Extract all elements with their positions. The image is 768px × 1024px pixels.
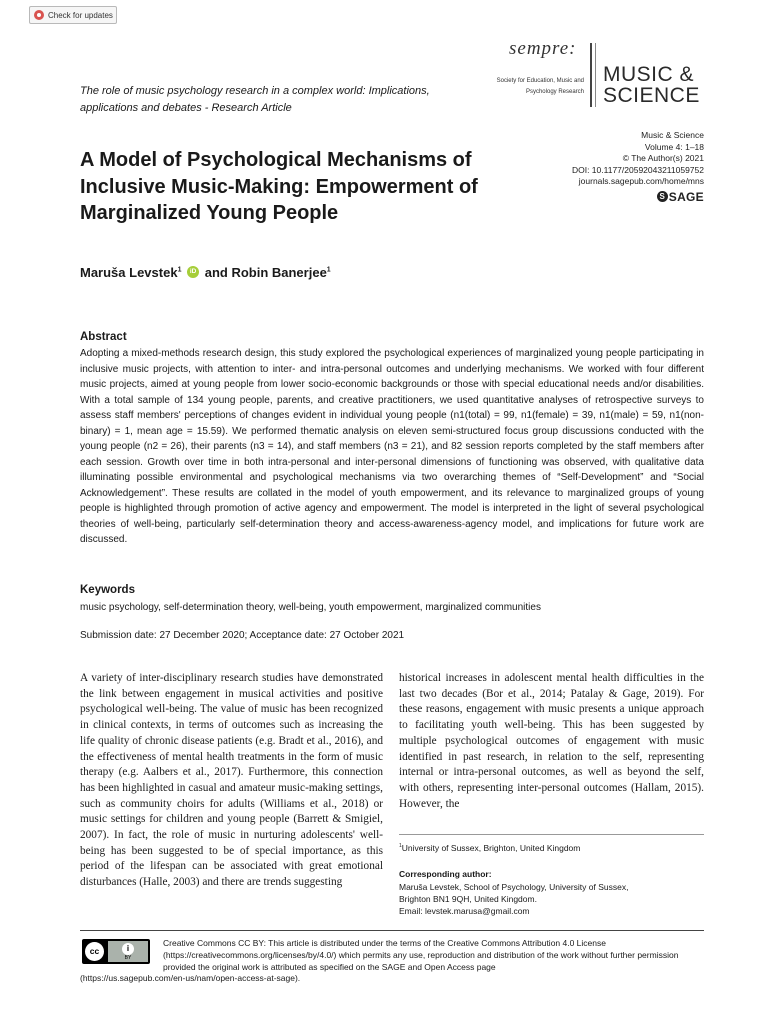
sage-logo bbox=[628, 190, 704, 204]
journal-name: Music & Science bbox=[641, 130, 704, 140]
cc-icon: cc bbox=[85, 942, 104, 961]
journal-url[interactable]: journals.sagepub.com/home/mns bbox=[578, 176, 704, 186]
sempre-logo: sempre: bbox=[509, 38, 577, 59]
submission-dates: Submission date: 27 December 2020; Acceptance date: 27 October 2021 bbox=[80, 630, 405, 641]
sage-icon: S bbox=[657, 191, 668, 202]
journal-logo-line2: SCIENCE bbox=[603, 84, 700, 107]
logo-divider bbox=[590, 43, 592, 107]
license-divider bbox=[80, 930, 704, 931]
corresponding-author bbox=[399, 881, 628, 917]
author-line bbox=[80, 265, 331, 280]
copyright: © The Author(s) 2021 bbox=[622, 153, 704, 163]
corresponding-line2: Brighton BN1 9QH, United Kingdom. bbox=[399, 894, 537, 904]
body-column-right: historical increases in adolescent mental health difficulties in the last two decades (Bor et al., 2014; Patalay & Gage, 2019). For these reasons, engagement with music presents a unique approach to facilitating youth well-being. This has been suggested by multiple psychological outcomes of engagement with music identified in past research, in relation to the self, representing internal or intra-personal outcomes, as well as beyond the self, with others, representing inter-personal outcomes (Hallam, 2015). However, the bbox=[399, 672, 704, 810]
journal-meta bbox=[520, 130, 704, 188]
check-for-updates-button[interactable] bbox=[29, 6, 117, 24]
attribution-icon: i bbox=[122, 943, 134, 955]
license-link[interactable]: (https://us.sagepub.com/en-us/nam/open-access-at-sage). bbox=[80, 973, 301, 983]
author-1: Maruša Levstek bbox=[80, 265, 178, 280]
journal-volume: Volume 4: 1–18 bbox=[644, 141, 704, 152]
affiliation bbox=[399, 843, 580, 853]
orcid-icon[interactable]: iD bbox=[187, 266, 199, 278]
abstract-heading: Abstract bbox=[80, 331, 127, 343]
article-title: A Model of Psychological Mechanisms of Inclusive Music-Making: Empowerment of Marginalized Young People bbox=[80, 149, 478, 224]
by-panel bbox=[108, 941, 148, 962]
author-1-affil: 1 bbox=[177, 266, 182, 274]
by-label: BY bbox=[124, 955, 132, 961]
corresponding-line1: Maruša Levstek, School of Psychology, University of Sussex, bbox=[399, 882, 629, 892]
corresponding-author-heading: Corresponding author: bbox=[399, 869, 492, 879]
crossmark-icon bbox=[34, 10, 44, 20]
affiliation-number: 1 bbox=[399, 843, 402, 850]
logo-divider-thin bbox=[595, 43, 596, 107]
sempre-subtitle: Society for Education, Music and Psychology Research bbox=[496, 78, 584, 95]
sage-label: SAGE bbox=[668, 190, 704, 204]
body-column-left: A variety of inter-disciplinary research studies have demonstrated the link between engagement in musical activities and positive psychological well-being. The value of music has been recognized in clinical contexts, in terms of outcomes such as increasing the life quality of chronic disease patients (e.g. Bradt et al., 2016), and the effectiveness of mental health treatments in the form of music therapy (e.g. Aalbers et al., 2017). Furthermore, this connection has been highlighted in casual and amateur music-making settings, such as community choirs for adults (Williams et al., 2018) or music settings for children and young people (Barrett & Smigiel, 2007). In fact, the role of music in nurturing adolescents' well-being has been suggested to be of special importance, as this period of the lifespan can be associated with great emotional disturbances (Halle, 2003) and there are trends suggesting bbox=[80, 672, 383, 889]
abstract-text: Adopting a mixed-methods research design, this study explored the psychological experiences of marginalized young people participating in inclusive music projects, with attention to inter- and intra-personal outcomes and underlying mechanisms. We worked with four different music projects, aimed at young people from lower socio-economic backgrounds or those with special educational needs and/or disabilities. With a total sample of 134 young people, parents, and creative practitioners, we used quantitative analyses of retrospective surveys to assess staff members' perceptions of changes evident in individual young people (n1(total) = 99, n1(female) = 39, n1(male) = 59, n1(non-binary) = 1, mean age = 15.59). We performed thematic analysis on eleven semi-structured focus group discussions conducted with the young people (n2 = 26), their parents (n3 = 14), and staff members (n3 = 21), and 82 session reports completed by the staff members after each session. Growth over time in both intra-personal and inter-personal dimensions of functioning was observed, with qualitative data illuminating possible environmental and psychological mechanisms via two overarching themes of “Self-Development” and “Social Acknowledgement”. These results are collated in the model of youth empowerment, and its relevance to marginalized groups of young people is highlighted through promotion of active agency and empowerment. The model is interpreted in the light of several psychological theories of well-being, particularly self-determination theory and access-awareness-agency model, and implications for future work are discussed. bbox=[80, 348, 704, 545]
keywords-text: music psychology, self-determination theory, well-being, youth empowerment, marginalized communities bbox=[80, 602, 541, 613]
keywords-heading: Keywords bbox=[80, 584, 135, 596]
affiliation-text: University of Sussex, Brighton, United Kingdom bbox=[401, 843, 581, 853]
author-2-affil: 1 bbox=[326, 266, 331, 274]
series-title: The role of music psychology research in a complex world: Implications, applications and debates - Research Article bbox=[80, 85, 430, 114]
doi[interactable]: DOI: 10.1177/20592043211059752 bbox=[571, 164, 704, 175]
cc-by-badge[interactable] bbox=[82, 939, 150, 964]
license-text: Creative Commons CC BY: This article is distributed under the terms of the Creative Commons Attribution 4.0 License (https://creativecommons.org/licenses/by/4.0/) which permits any use, reproduction and distribution of the work without further permission provided the original work is attributed as specified on the SAGE and Open Access page bbox=[163, 938, 679, 972]
author-2: and Robin Banerjee bbox=[204, 265, 327, 280]
check-for-updates-label: Check for updates bbox=[48, 11, 113, 20]
footnote-divider bbox=[399, 834, 704, 835]
journal-logo bbox=[603, 64, 700, 106]
corresponding-email[interactable]: Email: levstek.marusa@gmail.com bbox=[399, 906, 530, 916]
journal-logo-line1: MUSIC & bbox=[603, 63, 695, 86]
